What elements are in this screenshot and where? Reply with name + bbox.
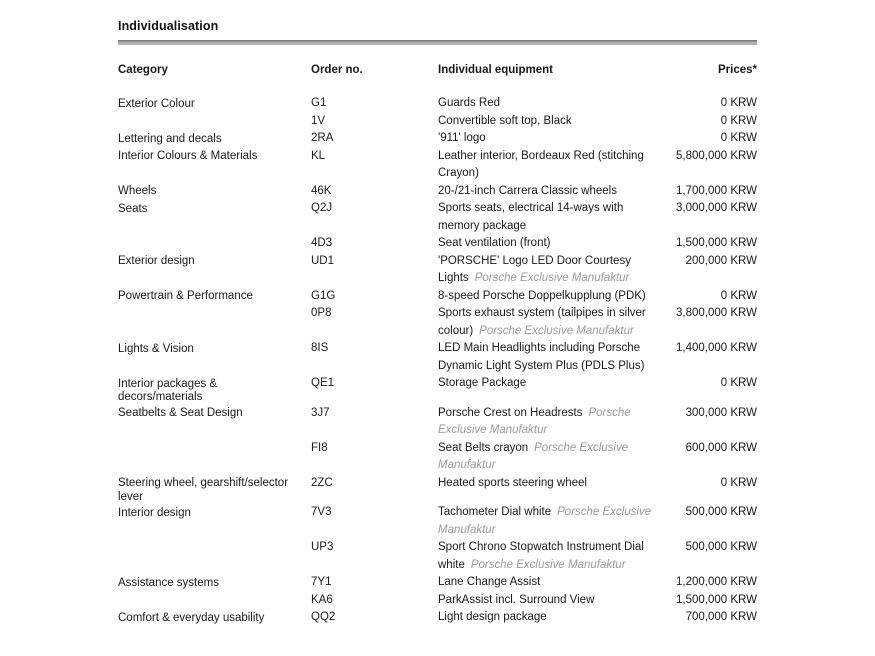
table-row (118, 200, 757, 235)
title-divider (118, 40, 757, 45)
equipment-cell (438, 592, 657, 610)
category-cell (118, 305, 311, 340)
category-cell: Seatbelts & Seat Design (118, 407, 243, 419)
price-cell: 600,000 KRW (685, 441, 757, 454)
equipment-text: Porsche Crest on Headrests (438, 406, 583, 419)
equipment-cell (438, 235, 657, 253)
order-no-cell: 0P8 (311, 307, 332, 319)
equipment-cell (438, 200, 657, 235)
manufaktur-note: Porsche Exclusive Manufaktur (474, 272, 630, 284)
order-no-cell: 1V (311, 114, 326, 127)
table-row (118, 183, 757, 201)
table-header-row (118, 62, 757, 95)
equipment-cell (438, 253, 657, 288)
equipment-text: LED Main Headlights including Porsche Dynamic Light System Plus (PDLS Plus) (438, 342, 645, 372)
manufaktur-note: Porsche Exclusive Manufaktur (438, 406, 631, 436)
price-cell: 300,000 KRW (685, 406, 757, 419)
equipment-cell (438, 504, 657, 539)
equipment-text: Guards Red (438, 97, 501, 109)
equipment-cell (438, 113, 657, 131)
equipment-text: Tachometer Dial white (438, 506, 552, 518)
price-cell: 1,700,000 KRW (676, 184, 757, 197)
order-no-cell: KA6 (311, 593, 333, 606)
order-no-cell: QE1 (311, 377, 335, 389)
header-prices: Prices* (717, 64, 757, 76)
category-cell: Seats (118, 202, 148, 215)
equipment-cell (438, 183, 657, 201)
table-row (118, 539, 757, 574)
equipment-cell (438, 130, 657, 148)
order-no-cell: 2RA (311, 132, 334, 144)
category-cell: Exterior Colour (118, 97, 195, 110)
table-row (118, 440, 757, 475)
order-no-cell: 2ZC (311, 476, 333, 489)
equipment-text: Lane Change Assist (438, 576, 541, 588)
category-cell: Lettering and decals (118, 132, 222, 145)
table-row (118, 95, 757, 113)
equipment-text: Sports seats, electrical 14-ways with memory package (438, 202, 624, 232)
table-row (118, 340, 757, 375)
table-row (118, 592, 757, 610)
order-no-cell: G1 (311, 97, 327, 109)
category-cell: Wheels (118, 185, 157, 197)
table-row (118, 405, 757, 440)
equipment-text: Seat Belts crayon (438, 441, 529, 454)
equipment-cell (438, 475, 657, 505)
price-cell: 200,000 KRW (685, 254, 757, 267)
category-cell: Interior packages & decors/materials (118, 377, 218, 403)
category-cell: Lights & Vision (118, 342, 194, 355)
equipment-text: Sports exhaust system (tailpipes in silver colour) (438, 307, 646, 337)
equipment-text: '911' logo (438, 132, 486, 144)
price-cell: 1,500,000 KRW (676, 237, 757, 249)
order-no-cell: 8IS (311, 342, 329, 354)
equipment-text: 20-/21-inch Carrera Classic wheels (438, 184, 617, 197)
price-cell: 5,800,000 KRW (676, 149, 757, 162)
price-cell: 500,000 KRW (685, 506, 757, 518)
table-row (118, 288, 757, 306)
equipment-cell (438, 375, 657, 405)
order-no-cell: 7Y1 (311, 576, 332, 588)
equipment-text: Leather interior, Bordeaux Red (stitching Crayon) (438, 149, 644, 179)
category-cell (118, 113, 311, 131)
table-row (118, 253, 757, 288)
price-cell: 0 KRW (720, 476, 757, 489)
page-title: Individualisation (118, 19, 219, 33)
equipment-text: Storage Package (438, 377, 527, 389)
category-cell: Assistance systems (118, 576, 219, 589)
price-cell: 0 KRW (720, 289, 757, 302)
equipment-text: Heated sports steering wheel (438, 476, 587, 489)
equipment-cell (438, 305, 657, 340)
price-cell: 500,000 KRW (685, 541, 757, 553)
equipment-text: Light design package (438, 611, 547, 623)
table-row (118, 130, 757, 148)
table-row (118, 375, 757, 405)
table-row (118, 235, 757, 253)
page-content (118, 0, 757, 627)
category-cell: Interior Colours & Materials (118, 150, 258, 162)
order-no-cell: G1G (311, 289, 336, 302)
order-no-cell: 7V3 (311, 506, 332, 518)
equipment-cell (438, 288, 657, 306)
category-cell: Steering wheel, gearshift/selector lever (118, 477, 289, 503)
equipment-table (118, 62, 757, 627)
table-row (118, 475, 757, 505)
order-no-cell: Q2J (311, 202, 333, 214)
order-no-cell: QQ2 (311, 611, 336, 623)
manufaktur-note: Porsche Exclusive Manufaktur (479, 324, 634, 337)
equipment-text: Seat ventilation (front) (438, 237, 551, 249)
table-row (118, 305, 757, 340)
equipment-text: Sport Chrono Stopwatch Instrument Dial white (438, 541, 644, 571)
price-cell: 3,000,000 KRW (676, 202, 757, 214)
price-cell: 0 KRW (720, 377, 757, 389)
header-individual-equipment: Individual equipment (438, 64, 554, 76)
category-cell: Exterior design (118, 255, 195, 267)
price-cell: 1,500,000 KRW (676, 593, 757, 606)
price-cell: 1,400,000 KRW (676, 342, 757, 354)
order-no-cell: 4D3 (311, 237, 333, 249)
equipment-cell (438, 405, 657, 440)
equipment-cell (438, 95, 657, 113)
table-row (118, 574, 757, 592)
price-cell: 700,000 KRW (685, 611, 757, 623)
category-cell (118, 539, 311, 574)
equipment-cell (438, 609, 657, 627)
header-order-no: Order no. (311, 64, 363, 76)
order-no-cell: 46K (311, 184, 332, 197)
header-category: Category (118, 64, 168, 76)
price-cell: 0 KRW (720, 97, 757, 109)
price-cell: 3,800,000 KRW (676, 307, 757, 319)
table-row (118, 504, 757, 539)
equipment-text: ParkAssist incl. Surround View (438, 593, 595, 606)
category-cell: Powertrain & Performance (118, 290, 253, 302)
price-cell: 0 KRW (720, 132, 757, 144)
category-cell (118, 440, 311, 475)
equipment-cell (438, 340, 657, 375)
category-cell (118, 235, 311, 253)
order-no-cell: UD1 (311, 254, 335, 267)
table-row (118, 148, 757, 183)
order-no-cell: UP3 (311, 541, 334, 553)
table-row (118, 113, 757, 131)
order-no-cell: FI8 (311, 441, 328, 454)
equipment-cell (438, 148, 657, 183)
category-cell: Interior design (118, 506, 191, 519)
equipment-text: Convertible soft top, Black (438, 114, 572, 127)
order-no-cell: 3J7 (311, 406, 330, 419)
price-cell: 0 KRW (720, 114, 757, 127)
equipment-text: 8-speed Porsche Doppelkupplung (PDK) (438, 289, 646, 302)
order-no-cell: KL (311, 149, 326, 162)
table-row (118, 609, 757, 627)
category-cell: Comfort & everyday usability (118, 611, 265, 624)
equipment-text: 'PORSCHE' Logo LED Door Courtesy Lights (438, 254, 631, 284)
manufaktur-note: Porsche Exclusive Manufaktur (438, 441, 629, 471)
equipment-cell (438, 440, 657, 475)
equipment-cell (438, 539, 657, 574)
manufaktur-note: Porsche Exclusive Manufaktur (438, 506, 652, 536)
category-cell (118, 592, 311, 610)
equipment-cell (438, 574, 657, 592)
price-cell: 1,200,000 KRW (676, 576, 757, 588)
manufaktur-note: Porsche Exclusive Manufaktur (470, 558, 626, 571)
